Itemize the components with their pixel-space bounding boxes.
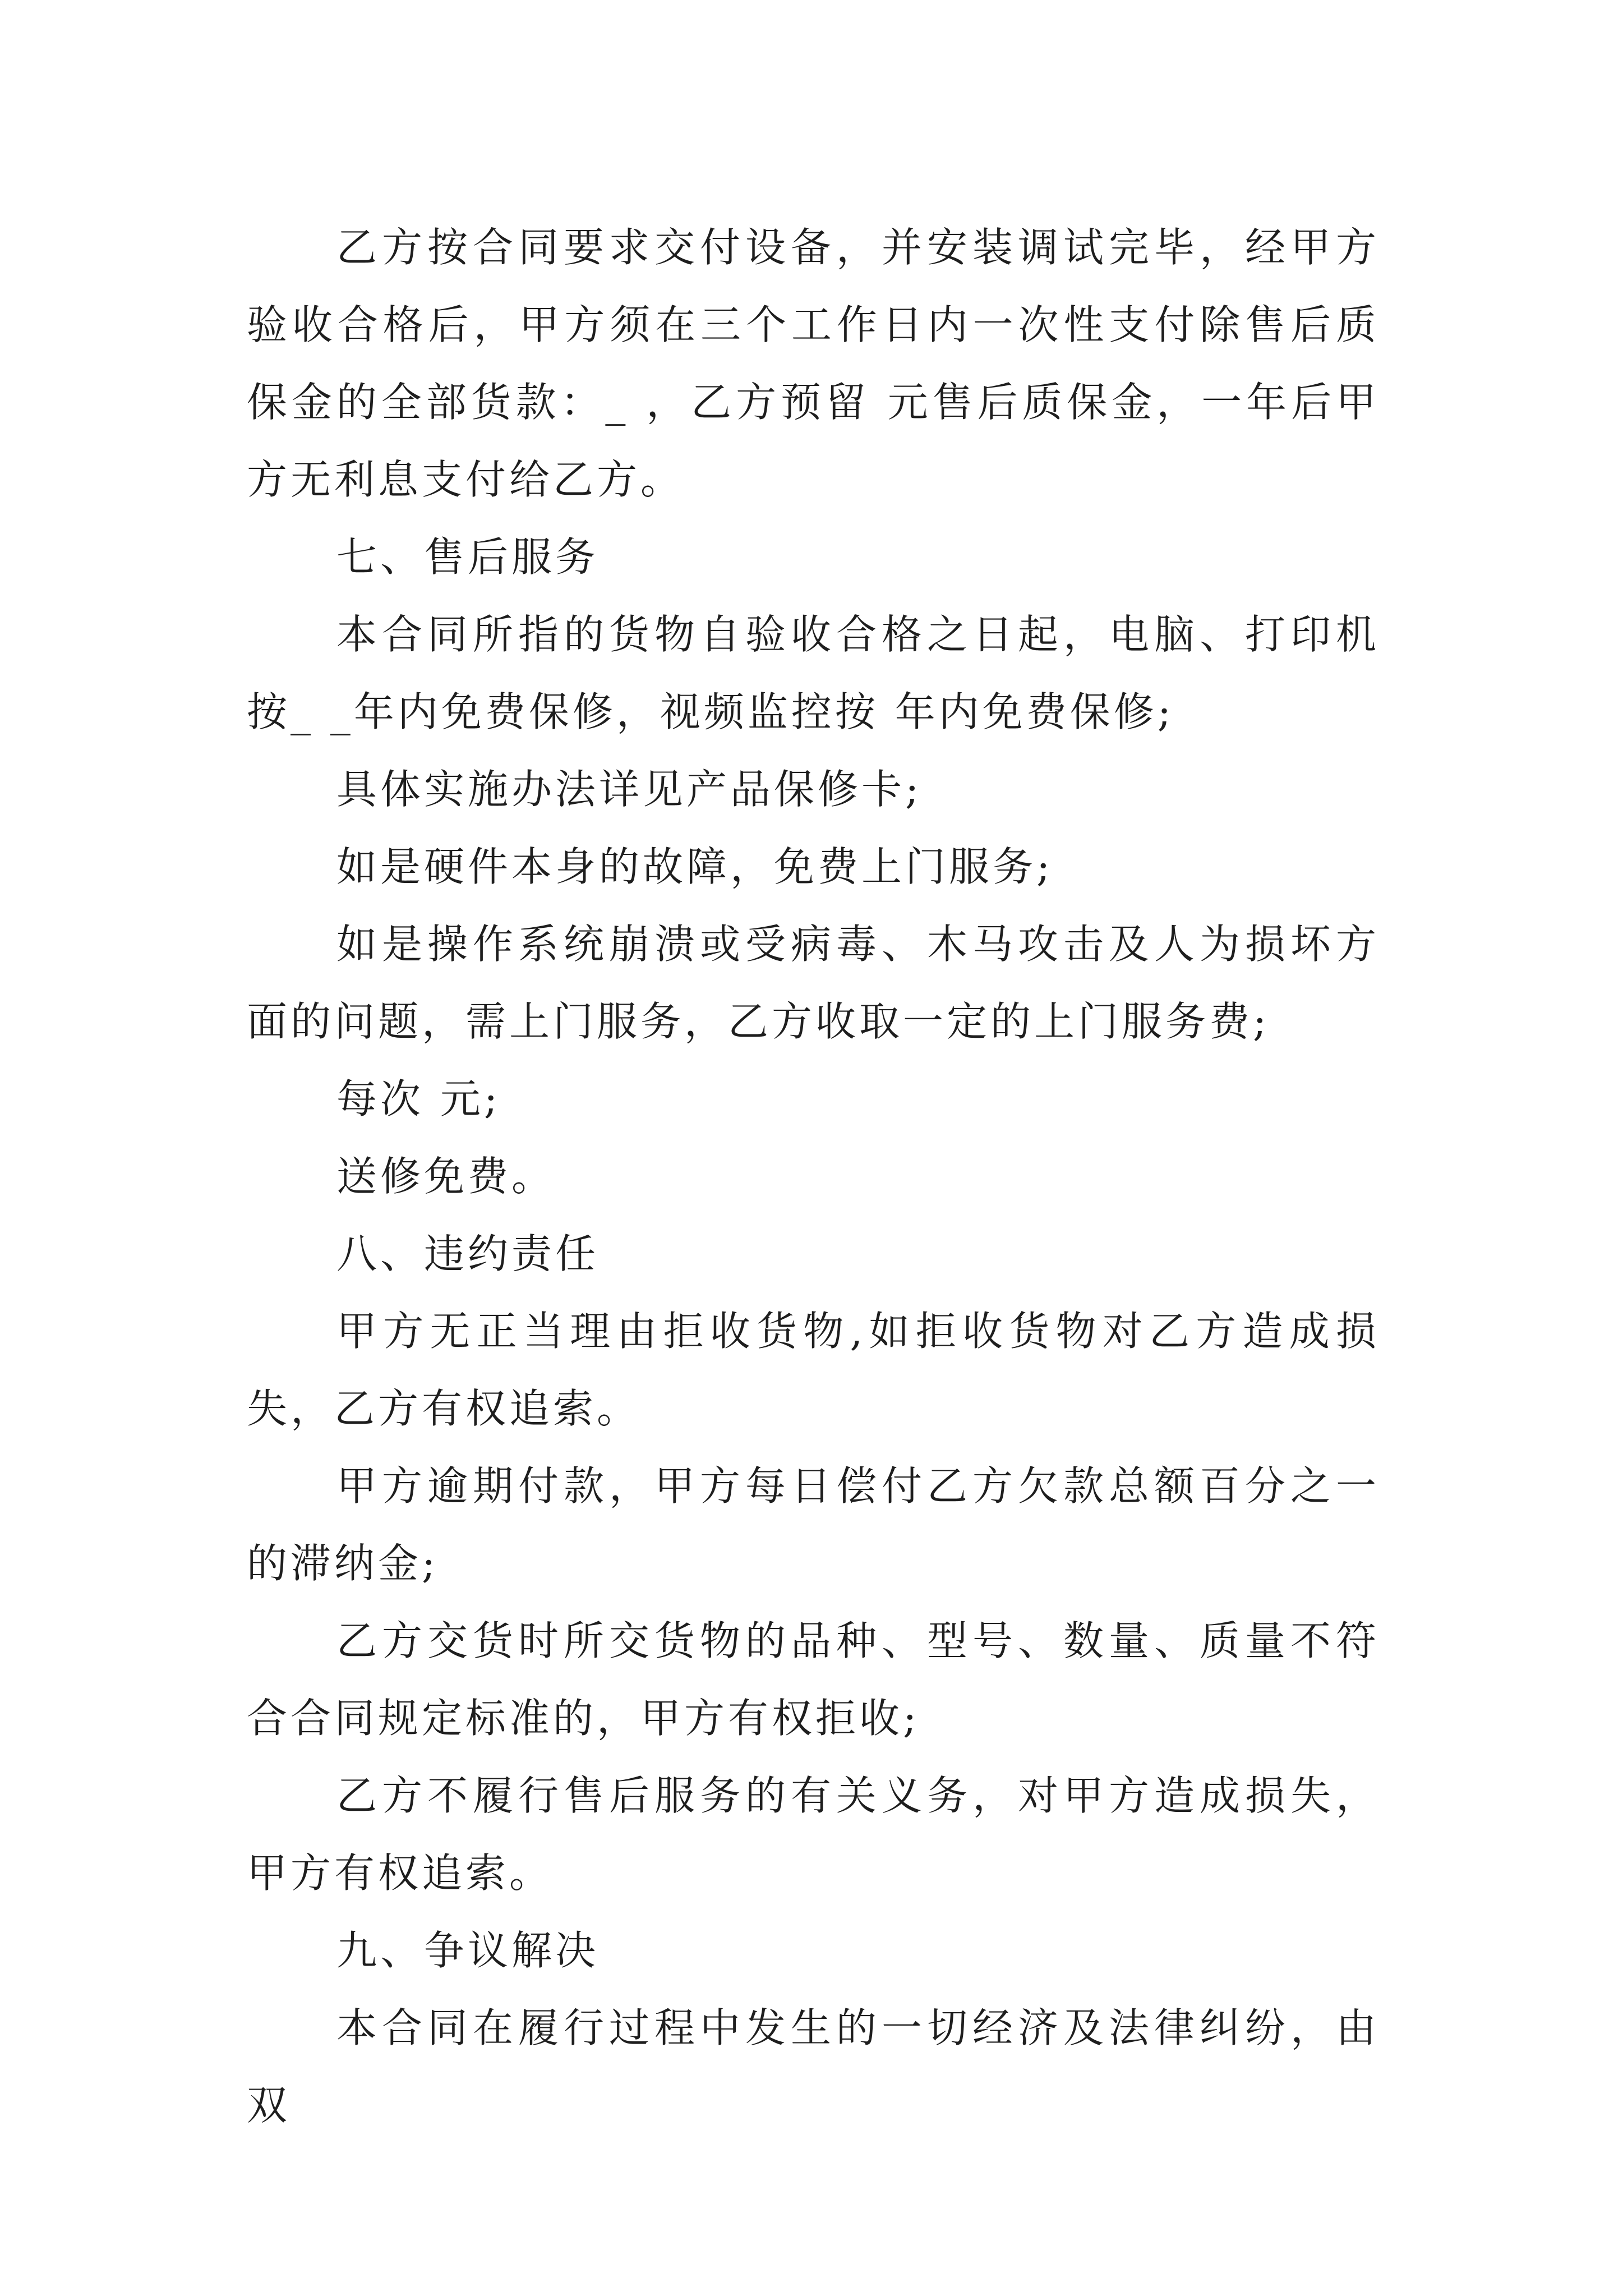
section-heading-after-sales: 七、售后服务 <box>336 533 600 581</box>
paragraph-software-fault: 如是操作系统崩溃或受病毒、木马攻击及人为损坏方面的问题，需上门服务，乙方收取一定的上门服务费; <box>247 921 1380 1045</box>
paragraph-dispute-resolution: 本合同在履行过程中发生的一切经济及法律纠纷，由双 <box>247 2004 1380 2129</box>
section-heading-dispute: 九、争议解决 <box>336 1927 600 1974</box>
paragraph-service-obligation: 乙方不履行售后服务的有关义务，对甲方造成损失，甲方有权追索。 <box>247 1772 1380 1897</box>
paragraph-hardware-fault: 如是硬件本身的故障，免费上门服务; <box>336 843 1054 890</box>
section-heading-liability: 八、违约责任 <box>336 1230 600 1277</box>
paragraph-rejection-liability: 甲方无正当理由拒收货物,如拒收货物对乙方造成损失，乙方有权追索。 <box>247 1308 1380 1432</box>
paragraph-warranty-card: 具体实施办法详见产品保修卡; <box>336 766 923 813</box>
paragraph-repair-free: 送修免费。 <box>336 1153 556 1200</box>
paragraph-payment-terms: 乙方按合同要求交付设备，并安装调试完毕，经甲方验收合格后，甲方须在三个工作日内一次性支付除售后质保金的全部货款：_ ，乙方预留 元售后质保金，一年后甲方无利息支付给乙方。 <box>247 224 1380 503</box>
paragraph-service-fee: 每次 元; <box>336 1075 501 1122</box>
paragraph-warranty-period: 本合同所指的货物自验收合格之日起，电脑、打印机按_ _年内免费保修，视频监控按 年内免费保修; <box>247 611 1380 735</box>
paragraph-nonconforming-goods: 乙方交货时所交货物的品种、型号、数量、质量不符合合同规定标准的，甲方有权拒收; <box>247 1617 1380 1742</box>
document-body <box>247 209 1380 2144</box>
paragraph-late-payment: 甲方逾期付款，甲方每日偿付乙方欠款总额百分之一的滞纳金; <box>247 1462 1380 1587</box>
